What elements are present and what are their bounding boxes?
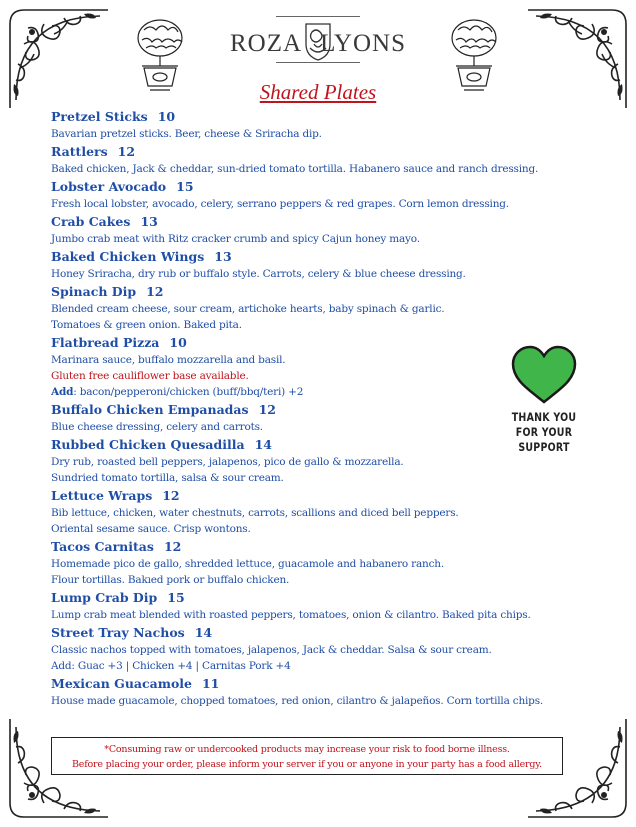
item-description: Blended cream cheese, sour cream, artichoke hearts, baby spinach & garlic. — [51, 303, 445, 315]
item-description: Fresh local lobster, avocado, celery, serrano peppers & red grapes. Corn lemon dressing. — [51, 198, 509, 210]
item-price: 13 — [140, 214, 158, 229]
menu-item — [51, 589, 551, 623]
item-name: Lump Crab Dip — [51, 590, 158, 605]
item-description: Sundried tomato tortilla, salsa & sour cream. — [51, 472, 284, 484]
item-description: Bavarian pretzel sticks. Beer, cheese & Sriracha dip. — [51, 128, 322, 140]
item-description: Honey Sriracha, dry rub or buffalo style. Carrots, celery & blue cheese dressing. — [51, 268, 466, 280]
notice-line-1: *Consuming raw or undercooked products may increase your risk to food borne illness. — [104, 744, 510, 755]
add-on-text: : bacon/pepperoni/chicken (buff/bbq/teri) +2 — [73, 386, 304, 398]
item-name: Tacos Carnitas — [51, 539, 154, 554]
gluten-free-note: Gluten free cauliflower base available. — [51, 370, 249, 382]
item-price: 14 — [194, 625, 213, 640]
item-description: Blue cheese dressing, celery and carrots. — [51, 421, 263, 433]
item-name: Flatbread Pizza — [51, 335, 160, 350]
item-price: 14 — [254, 437, 273, 452]
item-price: 12 — [163, 539, 182, 554]
item-description: Baked chicken, Jack & cheddar, sun-dried tomato tortilla. Habanero sauce and ranch dressing. — [51, 163, 539, 175]
green-heart-icon — [509, 344, 579, 406]
brand-word-roza: ROZA — [230, 30, 303, 57]
brand-logo — [230, 14, 406, 68]
item-description: Jumbo crab meat with Ritz cracker crumb and spicy Cajun honey mayo. — [51, 233, 420, 245]
item-name: Rubbed Chicken Quesadilla — [51, 437, 245, 452]
item-price: 10 — [157, 109, 176, 124]
item-price: 12 — [146, 284, 164, 299]
notice-line-2: Before placing your order, please inform your server if you or anyone in your party has a food allergy. — [72, 759, 542, 770]
item-description: Homemade pico de gallo, shredded lettuce, guacamole and habanero ranch. — [51, 558, 445, 570]
item-name: Lobster Avocado — [51, 179, 167, 194]
item-description: House made guacamole, chopped tomatoes, red onion, cilantro & jalapeños. Corn tortilla chips. — [51, 695, 544, 707]
section-title: Shared Plates — [259, 80, 377, 104]
item-price: 12 — [162, 488, 180, 503]
item-description: Add: Guac +3 | Chicken +4 | Carnitas Pork +4 — [51, 660, 291, 672]
item-price: 13 — [214, 249, 232, 264]
item-name: Street Tray Nachos — [51, 625, 185, 640]
logo-rule — [276, 16, 360, 17]
allergy-notice — [51, 737, 563, 775]
item-description: Lump crab meat blended with roasted peppers, tomatoes, onion & cilantro. Baked pita chips. — [51, 609, 531, 621]
menu-item — [51, 624, 551, 674]
thank-you-line: THANK YOU — [511, 410, 577, 424]
item-description: Classic nachos topped with tomatoes, jalapenos, Jack & cheddar. Salsa & sour cream. — [51, 644, 492, 656]
item-name: Lettuce Wraps — [51, 488, 153, 503]
item-description: Marinara sauce, buffalo mozzarella and basil. — [51, 354, 286, 366]
menu-item — [51, 248, 551, 282]
item-price: 12 — [258, 402, 276, 417]
item-price: 10 — [169, 335, 187, 350]
brand-word-lyons: LYONS — [320, 30, 406, 57]
menu-item — [51, 213, 551, 247]
logo-rule — [276, 62, 360, 63]
add-label: Add — [51, 386, 74, 398]
thank-you-badge — [488, 344, 600, 455]
item-description: Oriental sesame sauce. Crisp wontons. — [51, 523, 251, 535]
item-name: Crab Cakes — [51, 214, 131, 229]
menu-item — [51, 108, 551, 142]
menu-item — [51, 178, 551, 212]
item-name: Spinach Dip — [51, 284, 137, 299]
item-name: Buffalo Chicken Empanadas — [51, 402, 249, 417]
menu-item — [51, 334, 551, 400]
menu-list — [51, 108, 551, 710]
item-price: 15 — [176, 179, 194, 194]
menu-item — [51, 143, 551, 177]
item-price: 11 — [201, 676, 220, 691]
item-name: Baked Chicken Wings — [51, 249, 205, 264]
item-name: Rattlers — [51, 144, 108, 159]
item-description: Tomatoes & green onion. Baked pita. — [51, 319, 242, 331]
menu-item — [51, 401, 551, 435]
item-price: 12 — [117, 144, 136, 159]
menu-item — [51, 538, 551, 588]
add-on-line — [51, 384, 551, 400]
item-description: Flour tortillas. Bakıed pork or buffalo chicken. — [51, 574, 290, 586]
item-name: Mexican Guacamole — [51, 676, 192, 691]
item-price: 15 — [167, 590, 185, 605]
item-description: Dry rub, roasted bell peppers, jalapenos, pico de gallo & mozzarella. — [51, 456, 404, 468]
item-description: Bib lettuce, chicken, water chestnuts, carrots, scallions and diced bell peppers. — [51, 507, 459, 519]
support-line: FOR YOUR SUPPORT — [515, 425, 573, 454]
item-name: Pretzel Sticks — [51, 109, 148, 124]
menu-item — [51, 436, 551, 486]
menu-item — [51, 675, 551, 709]
menu-item — [51, 487, 551, 537]
menu-item — [51, 283, 551, 333]
